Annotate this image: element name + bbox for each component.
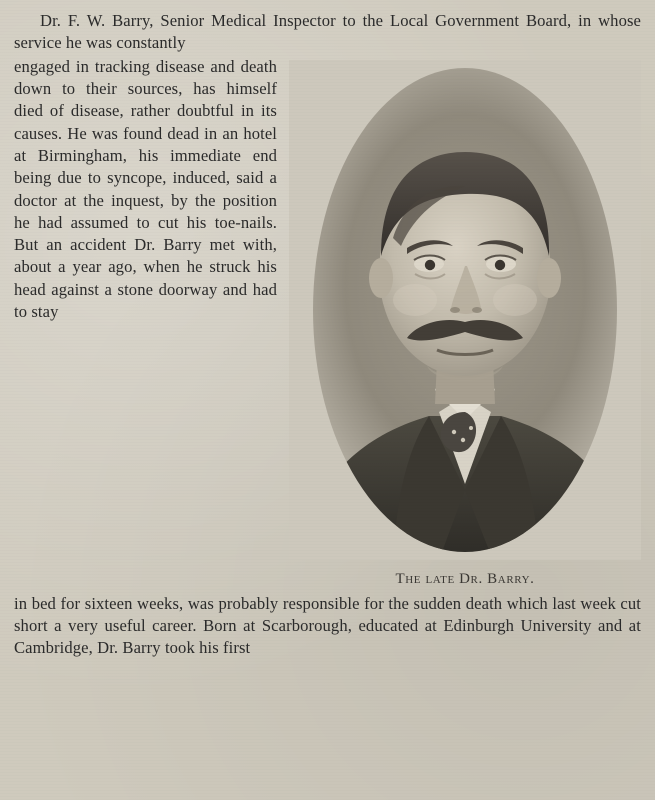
closing-paragraph: in bed for sixteen weeks, was probably responsible for the sudden death which last week cut short a very useful career. Born at Scarborough, educated at Edinburgh University and at Cambridge, Dr. Barry took his first (14, 593, 641, 658)
column-paragraph: engaged in tracking disease and death down to their sources, has himself died of disease, rather doubtful in its causes. He was found dead in an hotel at Birmingham, his immediate end being due to syncope, induced, said a doctor at the inquest, by the position he had assumed to cut his toe-nails. But an accident Dr. Barry met with, about a year ago, when he struck his head against a stone doorway and had to stay (14, 56, 277, 322)
figure-caption: The late Dr. Barry. (395, 570, 535, 587)
lead-paragraph: Dr. F. W. Barry, Senior Medical Inspector to the Local Government Board, in whose service he was constantly (14, 11, 641, 53)
article-body (14, 10, 641, 660)
portrait-photograph (289, 60, 641, 560)
portrait-frame (289, 60, 641, 560)
text-and-figure-wrap (14, 56, 641, 587)
portrait-figure (289, 60, 641, 589)
